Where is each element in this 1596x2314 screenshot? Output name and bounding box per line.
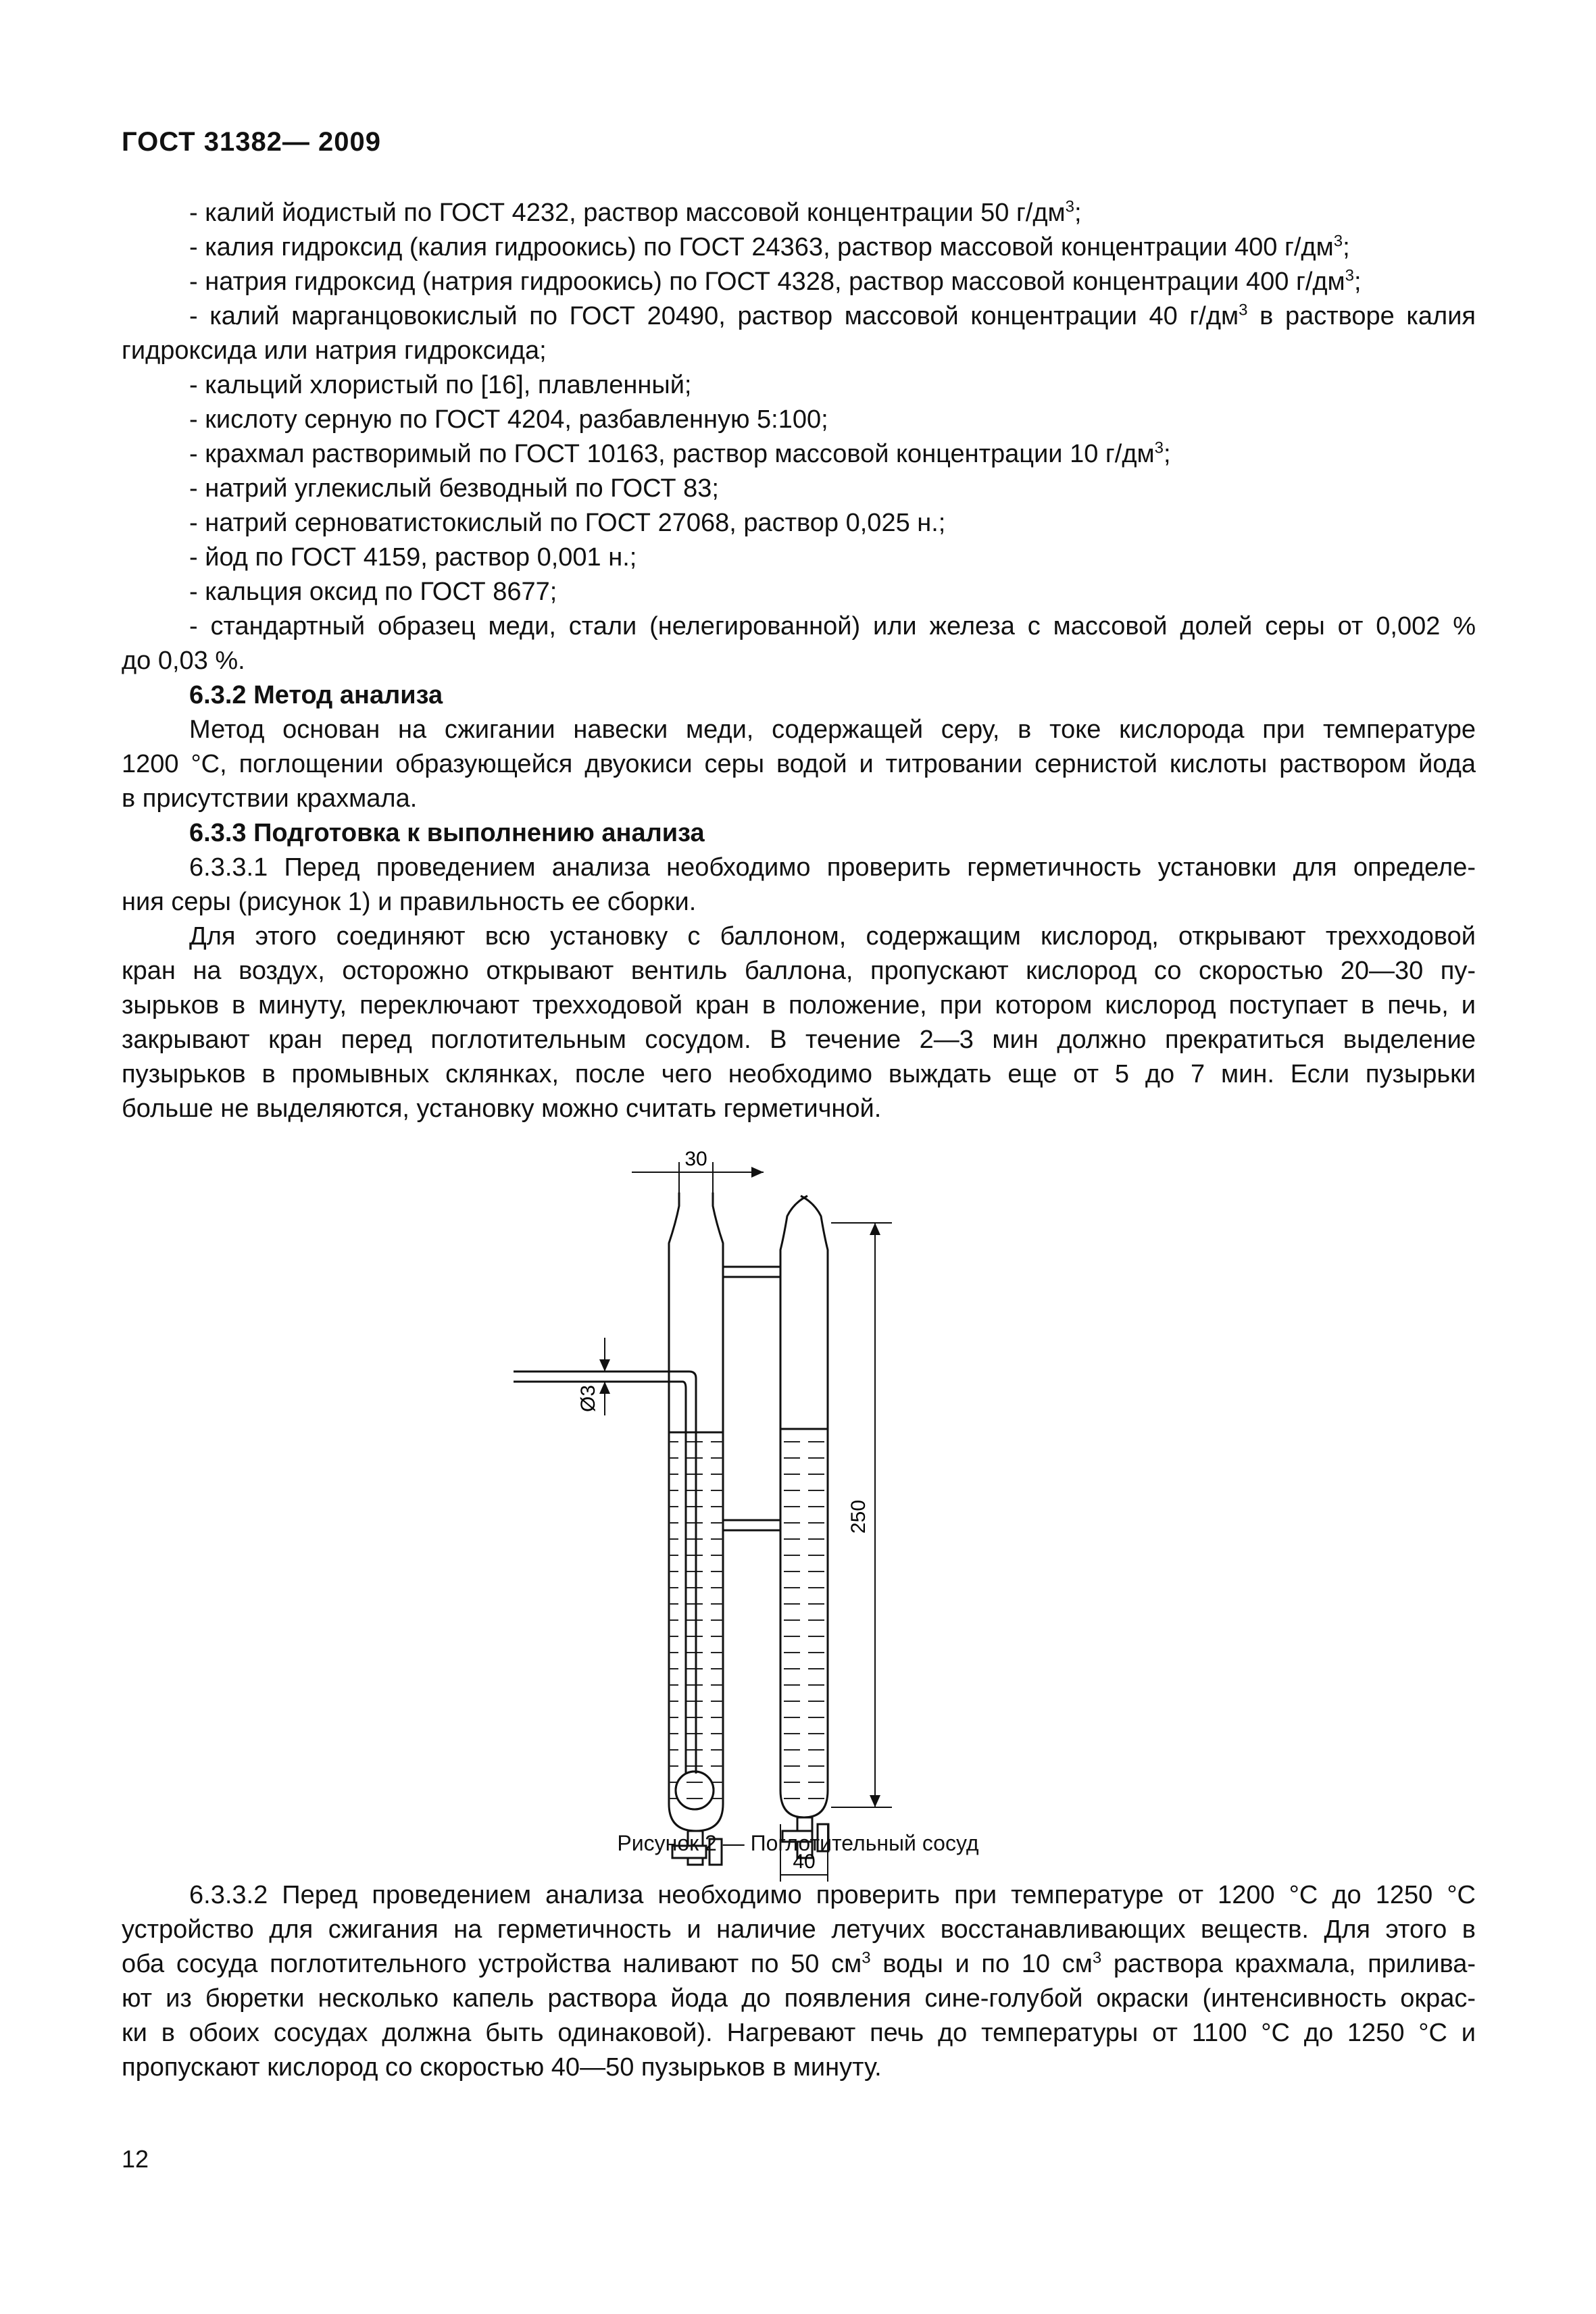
list-item: - калия гидроксид (калия гидроокись) по ГОСТ 24363, раствор массовой концентрации 400 $г/дм^3$; [189, 232, 1350, 261]
paragraph-line: 6.3.3.1 Перед проведением анализа необходимо проверить герметичность установки для определе- [189, 853, 1476, 882]
page-number: 12 [122, 2145, 149, 2173]
dimension-label-tube: Ø3 [577, 1384, 599, 1412]
list-item-continuation: гидроксида или натрия гидроксида; [122, 336, 547, 365]
list-item-continuation: до 0,03 %. [122, 647, 245, 675]
paragraph-line: ки в обоих сосудах должна быть одинаковой). Нагревают печь до температуры от 1100 °С до 1250 °С и [122, 2019, 1476, 2047]
paragraph-line: пузырьков в промывных склянках, после чего необходимо выждать еще от 5 до 7 мин. Если пузырьки [122, 1060, 1476, 1088]
paragraph-line: больше не выделяются, установку можно считать герметичной. [122, 1095, 882, 1123]
list-item: - кислоту серную по ГОСТ 4204, разбавленную 5:100; [189, 405, 828, 434]
page-header: ГОСТ 31382— 2009 [122, 127, 382, 157]
list-item: - кальций хлористый по [16], плавленный; [189, 371, 692, 399]
left-vessel [514, 1192, 723, 1865]
dimension-label-top: 30 [684, 1148, 707, 1170]
list-item: - йод по ГОСТ 4159, раствор 0,001 н.; [189, 543, 637, 572]
list-item: - крахмал растворимый по ГОСТ 10163, раствор массовой концентрации 10 $г/дм^3$; [189, 438, 1171, 468]
paragraph-line: в присутствии крахмала. [122, 784, 418, 813]
section-title-633: 6.3.3 Подготовка к выполнению анализа [189, 819, 705, 847]
paragraph-line: ют из бюретки несколько капель раствора йода до появления сине-голубой окраски (интенсивность окрас- [122, 1984, 1476, 2013]
paragraph-line: закрывают кран перед поглотительным сосудом. В течение 2—3 мин должно прекратиться выделение [122, 1026, 1476, 1054]
paragraph-line: 6.3.3.2 Перед проведением анализа необходимо проверить при температуре от 1200 °С до 1250 °С [189, 1881, 1476, 1909]
dimension-label-bottom: 40 [793, 1851, 816, 1873]
paragraph-line: 1200 °С, поглощении образующейся двуокиси серы водой и титровании сернистой кислоты раствором йода [122, 750, 1476, 778]
list-item: - натрий углекислый безводный по ГОСТ 83; [189, 474, 719, 503]
list-item: - калий йодистый по ГОСТ 4232, раствор массовой концентрации 50 $г/дм^3$; [189, 197, 1082, 227]
list-item: - кальция оксид по ГОСТ 8677; [189, 578, 557, 606]
section-title-632: 6.3.2 Метод анализа [189, 681, 443, 709]
paragraph-line: зырьков в минуту, переключают трехходовой кран в положение, при котором кислород поступает в печь, и [122, 991, 1476, 1020]
list-item: - стандартный образец меди, стали (нелегированной) или железа с массовой долей серы от 0,002 % [189, 612, 1476, 640]
paragraph-line: ния серы (рисунок 1) и правильность ее сборки. [122, 888, 697, 916]
section-6332 [122, 1878, 1476, 2085]
paragraph-line: оба сосуда поглотительного устройства наливают по 50 $см^3$ воды и по 10 $см^3$ раствора крахмала, прилива- [122, 1948, 1476, 1978]
paragraph-line: Для этого соединяют всю установку с баллоном, содержащим кислород, открывают трехходовой [189, 922, 1476, 951]
dimension-label-height: 250 [847, 1499, 870, 1534]
paragraph-line: устройство для сжигания на герметичность и наличие летучих восстанавливающих веществ. Для этого в [122, 1915, 1476, 1944]
reagent-list [122, 196, 1476, 1126]
connector-tubes [723, 1267, 780, 1530]
paragraph-line: кран на воздух, осторожно открывают вентиль баллона, пропускают кислород со скоростью 20—30 пу- [122, 957, 1476, 985]
list-item: - натрия гидроксид (натрия гидроокись) по ГОСТ 4328, раствор массовой концентрации 400 $г/дм^3$; [189, 266, 1362, 296]
paragraph-line: Метод основан на сжигании навески меди, содержащей серу, в токе кислорода при температуре [189, 715, 1476, 744]
figure-caption: Рисунок 2 — Поглотительный сосуд [617, 1831, 979, 1855]
list-item: - натрий серноватистокислый по ГОСТ 27068, раствор 0,025 н.; [189, 509, 946, 537]
list-item: - калий марганцовокислый по ГОСТ 20490, раствор массовой концентрации 40 $г/дм^3$ в растворе калия [189, 301, 1476, 330]
paragraph-line: пропускают кислород со скоростью 40—50 пузырьков в минуту. [122, 2053, 882, 2082]
right-vessel [780, 1196, 828, 1858]
